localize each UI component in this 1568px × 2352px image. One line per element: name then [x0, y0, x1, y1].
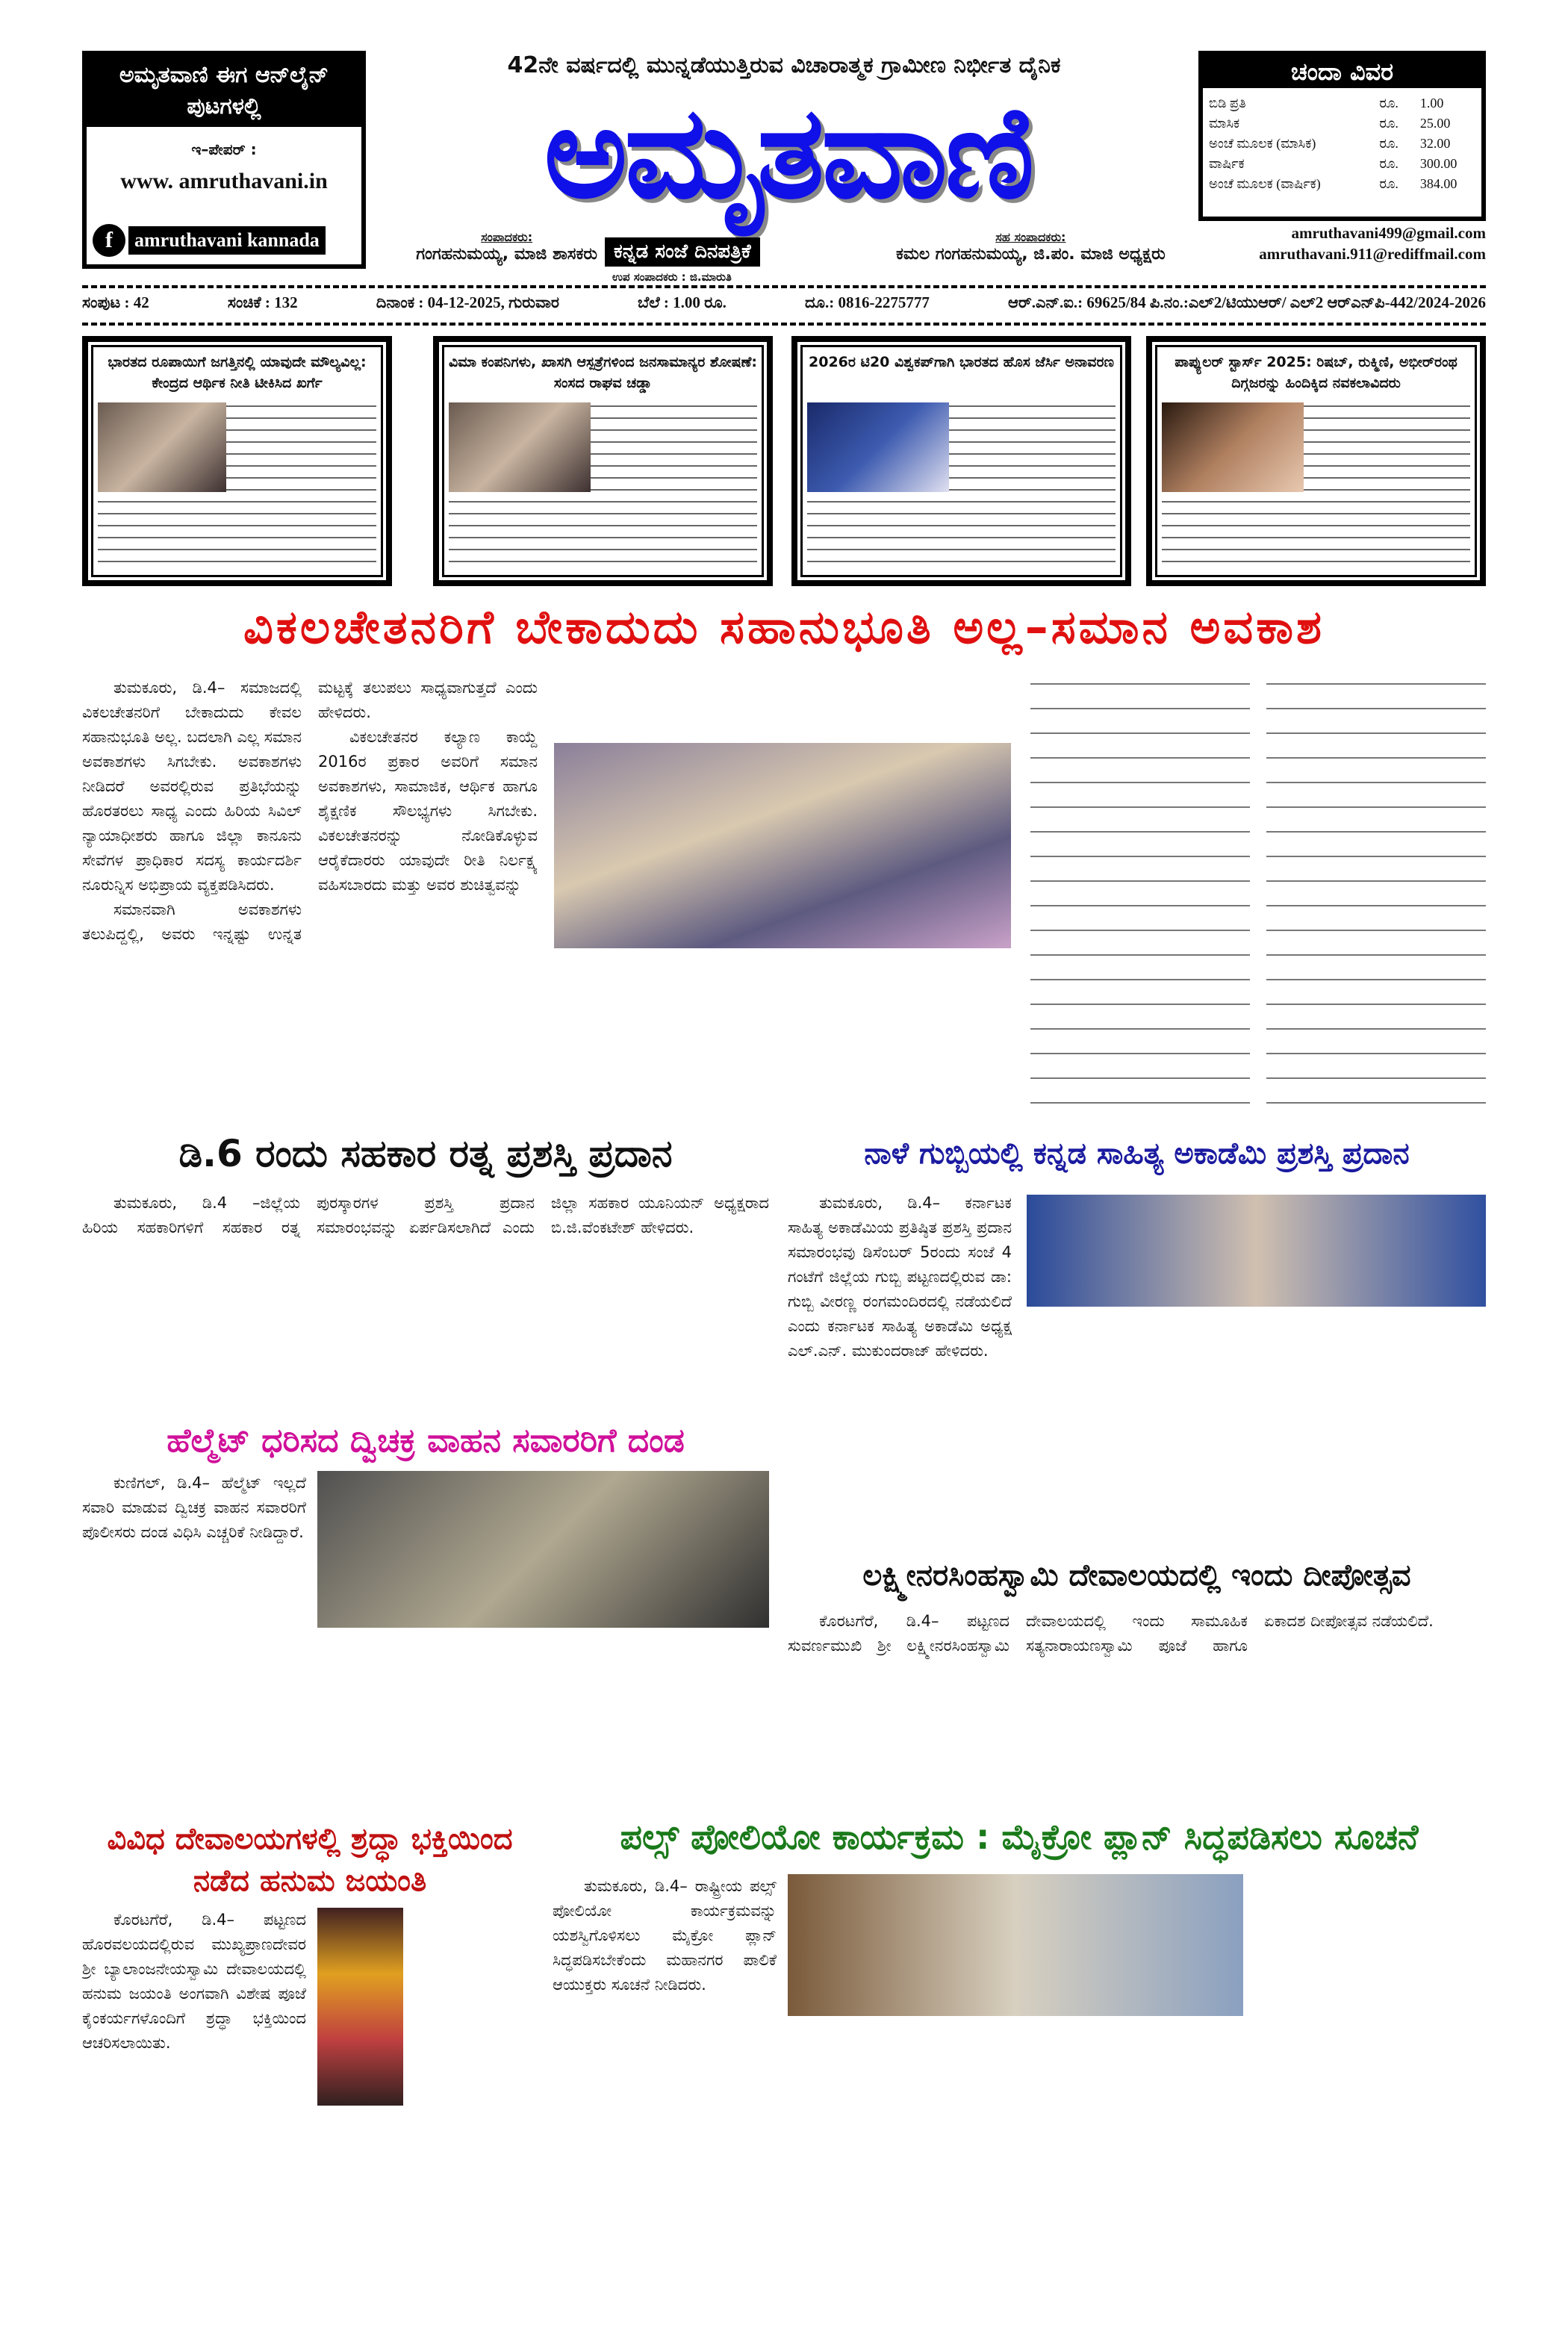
paragraph: ವಿಕಲಚೇತನರ ಕಲ್ಯಾಣ ಕಾಯ್ದೆ 2016ರ ಪ್ರಕಾರ ಅವರಿಗೆ ಸಮಾನ ಅವಕಾಶಗಳು, ಸಾಮಾಜಿಕ, ಆರ್ಥಿಕ ಹಾಗೂ ಶೈಕ್ಷಣಿಕ ಸೌಲಭ್ಯಗಳು ಸಿಗಬೇಕು. ವಿಕಲಚೇತನರನ್ನು ನೋಡಿಕೊಳ್ಳುವ ಆರೈಕೆದಾರರು ಯಾವುದೇ ರೀತಿ ನಿರ್ಲಕ್ಷ್ಯ ವಹಿಸಬಾರದು ಮತ್ತು ಅವರ ಶುಚಿತ್ವವನ್ನು	[318, 728, 538, 894]
facebook-name: amruthavani kannada	[128, 226, 326, 255]
subscription-box	[1198, 51, 1486, 221]
paragraph: ಸಮಾನವಾಗಿ ಅವಕಾಶಗಳು ತಲುಪಿದ್ದಲ್ಲಿ, ಅವರು ಇನ್ನಷ್ಟು ಉನ್ನತ ಮಟ್ಟಕ್ಕೆ ತಲುಪಲು ಸಾಧ್ಯವಾಗುತ್ತದೆ ಎಂದು ಹೇಳಿದರು.	[82, 679, 538, 943]
subscription-cur: ರೂ.	[1379, 176, 1399, 191]
paragraph: ಕೊರಟಗೆರೆ, ಡಿ.4– ಪಟ್ಟಣದ ಸುವರ್ಣಮುಖಿ ಶ್ರೀ ಲಕ್ಷ್ಮೀನರಸಿಂಹಸ್ವಾಮಿ ದೇವಾಲಯದಲ್ಲಿ ಇಂದು ಸಾಮೂಹಿಕ ಸತ್ಯನಾರಾಯಣಸ್ವಾಮಿ ಪೂಜೆ ಹಾಗೂ ಏಕಾದಶ ದೀಪೋತ್ಸವ ನಡೆಯಲಿದೆ.	[788, 1612, 1434, 1655]
subscription-label: ಮಾಸಿಕ	[1209, 116, 1240, 131]
divider	[82, 285, 1486, 288]
teaser-box[interactable]	[1146, 336, 1486, 586]
paragraph: ತುಮಕೂರು, ಡಿ.4– ಸಮಾಜದಲ್ಲಿ ವಿಕಲಚೇತನರಿಗೆ ಬೇಕಾದುದು ಕೇವಲ ಸಹಾನುಭೂತಿ ಅಲ್ಲ. ಬದಲಾಗಿ ಎಲ್ಲ ಸಮಾನ ಅವಕಾಶಗಳು ಸಿಗಬೇಕು. ಅವಕಾಶಗಳು ನೀಡಿದರೆ ಅವರಲ್ಲಿರುವ ಪ್ರತಿಭೆಯನ್ನು ಹೊರತರಲು ಸಾಧ್ಯ ಎಂದು ಹಿರಿಯ ಸಿವಿಲ್ ನ್ಯಾಯಾಧೀಶರು ಹಾಗೂ ಜಿಲ್ಲಾ ಕಾನೂನು ಸೇವೆಗಳ ಪ್ರಾಧಿಕಾರ ಸದಸ್ಯ ಕಾರ್ಯದರ್ಶಿ ನೂರುನ್ನಿಸ ಅಭಿಪ್ರಾಯ ವ್ಯಕ್ತಪಡಿಸಿದರು.	[82, 679, 302, 894]
paragraph: ತುಮಕೂರು, ಡಿ.4– ರಾಷ್ಟ್ರೀಯ ಪಲ್ಸ್ ಪೋಲಿಯೋ ಕಾರ್ಯಕ್ರಮವನ್ನು ಯಶಸ್ವಿಗೊಳಿಸಲು ಮೈಕ್ರೋ ಪ್ಲಾನ್ ಸಿದ್ಧಪಡಿಸಬೇಕೆಂದು ಮಹಾನಗರ ಪಾಲಿಕೆ ಆಯುಕ್ತರು ಸೂಚನೆ ನೀಡಿದರು.	[553, 1877, 777, 1994]
subscription-title: ಚಂದಾ ವಿವರ	[1203, 55, 1481, 88]
helmet-body	[82, 1471, 306, 1807]
subtitle: ಕನ್ನಡ ಸಂಜೆ ದಿನಪತ್ರಿಕೆ	[605, 237, 760, 267]
website-link[interactable]: www. amruthavani.in	[120, 169, 328, 193]
lead-photo	[554, 743, 1011, 948]
sub-editor: ಉಪ ಸಂಪಾದಕರು : ಜಿ.ಮಾರುತಿ	[612, 270, 732, 284]
co-editor-credit	[896, 230, 1166, 264]
teaser-box[interactable]	[791, 336, 1131, 586]
teaser-title: ಪಾಪ್ಯುಲರ್ ಸ್ಟಾರ್ಸ್ 2025: ರಿಷಬ್, ರುಕ್ಮಿಣಿ, ಅಭೀರ್‌ರಂಥ ದಿಗ್ಗಜರನ್ನು ಹಿಂದಿಕ್ಕಿದ ನವಕಲಾವಿದರು	[1175, 354, 1457, 391]
paragraph: ಕೊರಟಗೆರೆ, ಡಿ.4– ಪಟ್ಟಣದ ಹೊರವಲಯದಲ್ಲಿರುವ ಮುಖ್ಯಪ್ರಾಣದೇವರ ಶ್ರೀ ಬ್ಯಾಲಾಂಜನೇಯಸ್ವಾಮಿ ದೇವಾಲಯದಲ್ಲಿ ಹನುಮ ಜಯಂತಿ ಅಂಗವಾಗಿ ವಿಶೇಷ ಪೂಜೆ ಕೈಂಕರ್ಯಗಳೊಂದಿಗೆ ಶ್ರದ್ಧಾ ಭಕ್ತಿಯಿಂದ ಆಚರಿಸಲಾಯಿತು.	[82, 1911, 306, 2052]
subscription-amount: 384.00	[1419, 176, 1457, 191]
polio-headline: ಪಲ್ಸ್ ಪೋಲಿಯೋ ಕಾರ್ಯಕ್ರಮ : ಮೈಕ್ರೋ ಪ್ಲಾನ್ ಸಿದ್ಧಪಡಿಸಲು ಸೂಚನೆ	[620, 1817, 1419, 1857]
teaser-photo	[807, 402, 949, 492]
facebook-icon: f	[93, 224, 125, 257]
gubbi-headline: ನಾಳೆ ಗುಬ್ಬಿಯಲ್ಲಿ ಕನ್ನಡ ಸಾಹಿತ್ಯ ಅಕಾಡೆಮಿ ಪ್ರಶಸ್ತಿ ಪ್ರದಾನ	[864, 1136, 1410, 1171]
online-box-title: ಅಮೃತವಾಣಿ ಈಗ ಆನ್‌ಲೈನ್ ಪುಟಗಳಲ್ಲಿ	[87, 55, 361, 127]
co-editor-name: ಕಮಲ ಗಂಗಹನುಮಯ್ಯ, ಜಿ.ಪಂ. ಮಾಜಿ ಅಧ್ಯಕ್ಷರು	[896, 245, 1166, 264]
paragraph: ಕುಣಿಗಲ್, ಡಿ.4– ಹೆಲ್ಮೆಟ್ ಇಲ್ಲದೆ ಸವಾರಿ ಮಾಡುವ ದ್ವಿಚಕ್ರ ವಾಹನ ಸವಾರರಿಗೆ ಪೊಲೀಸರು ದಂಡ ವಿಧಿಸಿ ಎಚ್ಚರಿಕೆ ನೀಡಿದ್ದಾರೆ.	[82, 1474, 306, 1541]
polio-body	[553, 1874, 777, 2322]
volume: ಸಂಪುಟ : 42	[82, 293, 149, 311]
teaser-title: ಭಾರತದ ರೂಪಾಯಿಗೆ ಜಗತ್ತಿನಲ್ಲಿ ಯಾವುದೇ ಮೌಲ್ಯವಿಲ್ಲ: ಕೇಂದ್ರದ ಆರ್ಥಿಕ ನೀತಿ ಟೀಕಿಸಿದ ಖರ್ಗೆ	[108, 354, 367, 391]
subscription-row	[1204, 94, 1480, 113]
co-editor-label: ಸಹ ಸಂಪಾದಕರು:	[995, 230, 1066, 244]
lead-article-body	[82, 676, 538, 1124]
subscription-label: ಅಂಚೆ ಮೂಲಕ (ವಾರ್ಷಿಕ)	[1209, 176, 1321, 191]
editor-credit	[416, 230, 597, 264]
subscription-label: ಅಂಚೆ ಮೂಲಕ (ಮಾಸಿಕ)	[1209, 136, 1316, 151]
teaser-box[interactable]	[433, 336, 773, 586]
helmet-headline: ಹೆಲ್ಮೆಟ್ ಧರಿಸದ ದ್ವಿಚಕ್ರ ವಾಹನ ಸವಾರರಿಗೆ ದಂಡ	[167, 1422, 685, 1460]
helmet-photo	[317, 1471, 769, 1628]
price: ಬೆಲೆ : 1.00 ರೂ.	[638, 293, 727, 311]
hanuma-body	[82, 1908, 306, 2322]
issue: ಸಂಚಿಕೆ : 132	[227, 293, 298, 311]
lead-article-continued	[1030, 676, 1486, 1124]
facebook-link[interactable]	[93, 224, 326, 257]
subscription-label: ಬಿಡಿ ಪ್ರತಿ	[1209, 96, 1246, 111]
email-1[interactable]: amruthavani499@gmail.com	[1291, 224, 1486, 242]
subscription-amount: 300.00	[1419, 156, 1457, 171]
subscription-cur: ರೂ.	[1379, 116, 1399, 131]
divider	[82, 323, 1486, 326]
subscription-table	[1203, 93, 1481, 195]
editor-label: ಸಂಪಾದಕರು:	[481, 230, 533, 244]
subscription-row	[1204, 175, 1480, 193]
tagline: 42ನೇ ವರ್ಷದಲ್ಲಿ ಮುನ್ನಡೆಯುತ್ತಿರುವ ವಿಚಾರಾತ್ಮಕ ಗ್ರಾಮೀಣ ನಿರ್ಭೀತ ದೈನಿಕ	[507, 52, 1061, 78]
date: ದಿನಾಂಕ : 04-12-2025, ಗುರುವಾರ	[376, 293, 559, 311]
teaser-photo	[1162, 402, 1304, 492]
editor-name: ಗಂಗಹನುಮಯ್ಯ, ಮಾಜಿ ಶಾಸಕರು	[416, 245, 597, 264]
subscription-cur: ರೂ.	[1379, 136, 1399, 151]
teaser-box[interactable]	[82, 336, 392, 586]
sahakara-headline: ಡಿ.6 ರಂದು ಸಹಕಾರ ರತ್ನ ಪ್ರಶಸ್ತಿ ಪ್ರದಾನ	[178, 1132, 673, 1175]
dateline	[82, 293, 1486, 312]
subscription-cur: ರೂ.	[1379, 156, 1399, 171]
teaser-photo	[449, 402, 591, 492]
teaser-title: 2026ರ ಟಿ20 ವಿಶ್ವಕಪ್‌ಗಾಗಿ ಭಾರತದ ಹೊಸ ಜೆರ್ಸಿ ಅನಾವರಣ	[809, 354, 1114, 370]
teaser-photo	[98, 402, 226, 492]
gubbi-body	[788, 1191, 1012, 1542]
teaser-title: ವಿಮಾ ಕಂಪನಿಗಳು, ಖಾಸಗಿ ಆಸ್ಪತ್ರೆಗಳಿಂದ ಜನಸಾಮಾನ್ಯರ ಶೋಷಣೆ: ಸಂಸದ ರಾಘವ ಚಡ್ಡಾ	[449, 354, 757, 391]
subscription-amount: 32.00	[1419, 136, 1451, 151]
paragraph: ತುಮಕೂರು, ಡಿ.4 –ಜಿಲ್ಲೆಯ ಹಿರಿಯ ಸಹಕಾರಿಗಳಿಗೆ ಸಹಕಾರ ರತ್ನ ಪುರಸ್ಕಾರಗಳ ಪ್ರಶಸ್ತಿ ಪ್ರದಾನ ಸಮಾರಂಭವನ್ನು ಏರ್ಪಡಿಸಲಾಗಿದೆ ಎಂದು ಜಿಲ್ಲಾ ಸಹಕಾರ ಯೂನಿಯನ್ ಅಧ್ಯಕ್ಷರಾದ ಬಿ.ಜಿ.ವೆಂಕಟೇಶ್ ಹೇಳಿದರು.	[82, 1194, 769, 1236]
subscription-row	[1204, 114, 1480, 133]
subscription-row	[1204, 134, 1480, 153]
gubbi-photo	[1027, 1195, 1486, 1307]
deepotsava-body	[788, 1609, 1486, 1807]
polio-photo	[788, 1874, 1243, 2016]
deepotsava-headline: ಲಕ್ಷ್ಮೀನರಸಿಂಹಸ್ವಾಮಿ ದೇವಾಲಯದಲ್ಲಿ ಇಂದು ದೀಪೋತ್ಸವ	[862, 1558, 1411, 1593]
subscription-label: ವಾರ್ಷಿಕ	[1209, 156, 1245, 171]
online-edition-box	[82, 51, 366, 269]
paragraph: ತುಮಕೂರು, ಡಿ.4– ಕರ್ನಾಟಕ ಸಾಹಿತ್ಯ ಅಕಾಡೆಮಿಯ ಪ್ರತಿಷ್ಠಿತ ಪ್ರಶಸ್ತಿ ಪ್ರದಾನ ಸಮಾರಂಭವು ಡಿಸೆಂಬರ್ 5ರಂದು ಸಂಜೆ 4 ಗಂಟೆಗೆ ಜಿಲ್ಲೆಯ ಗುಬ್ಬಿ ಪಟ್ಟಣದಲ್ಲಿರುವ ಡಾ: ಗುಬ್ಬಿ ವೀರಣ್ಣ ರಂಗಮಂದಿರದಲ್ಲಿ ನಡೆಯಲಿದೆ ಎಂದು ಕರ್ನಾಟಕ ಸಾಹಿತ್ಯ ಅಕಾಡೆಮಿ ಅಧ್ಯಕ್ಷ ಎಲ್.ಎನ್. ಮುಕುಂದರಾಜ್ ಹೇಳಿದರು.	[788, 1194, 1012, 1360]
subscription-amount: 25.00	[1419, 116, 1451, 131]
epaper-label: ಇ–ಪೇಪರ್ :	[191, 140, 257, 158]
subscription-amount: 1.00	[1419, 96, 1444, 111]
email-2[interactable]: amruthavani.911@rediffmail.com	[1259, 245, 1486, 263]
newspaper-logo: ಅಮೃತವಾಣಿ	[544, 79, 1032, 227]
registration: ಆರ್.ಎನ್.ಐ.: 69625/84 ಪಿ.ನಂ.:ಎಲ್2/ಟಿಯುಆರ್/ ಎಲ್2 ಆರ್‌ಎನ್‌ಪಿ-442/2024-2026	[1008, 293, 1486, 311]
subscription-row	[1204, 155, 1480, 173]
subscription-cur: ರೂ.	[1379, 96, 1399, 111]
lead-headline: ವಿಕಲಚೇತನರಿಗೆ ಬೇಕಾದುದು ಸಹಾನುಭೂತಿ ಅಲ್ಲ–ಸಮಾನ ಅವಕಾಶ	[243, 600, 1325, 654]
hanuma-headline: ವಿವಿಧ ದೇವಾಲಯಗಳಲ್ಲಿ ಶ್ರದ್ಧಾ ಭಕ್ತಿಯಿಂದ ನಡೆದ ಹನುಮ ಜಯಂತಿ	[107, 1822, 513, 1898]
phone: ದೂ.: 0816-2275777	[804, 293, 930, 311]
temple-photo	[317, 1908, 403, 2106]
sahakara-body	[82, 1191, 769, 1407]
